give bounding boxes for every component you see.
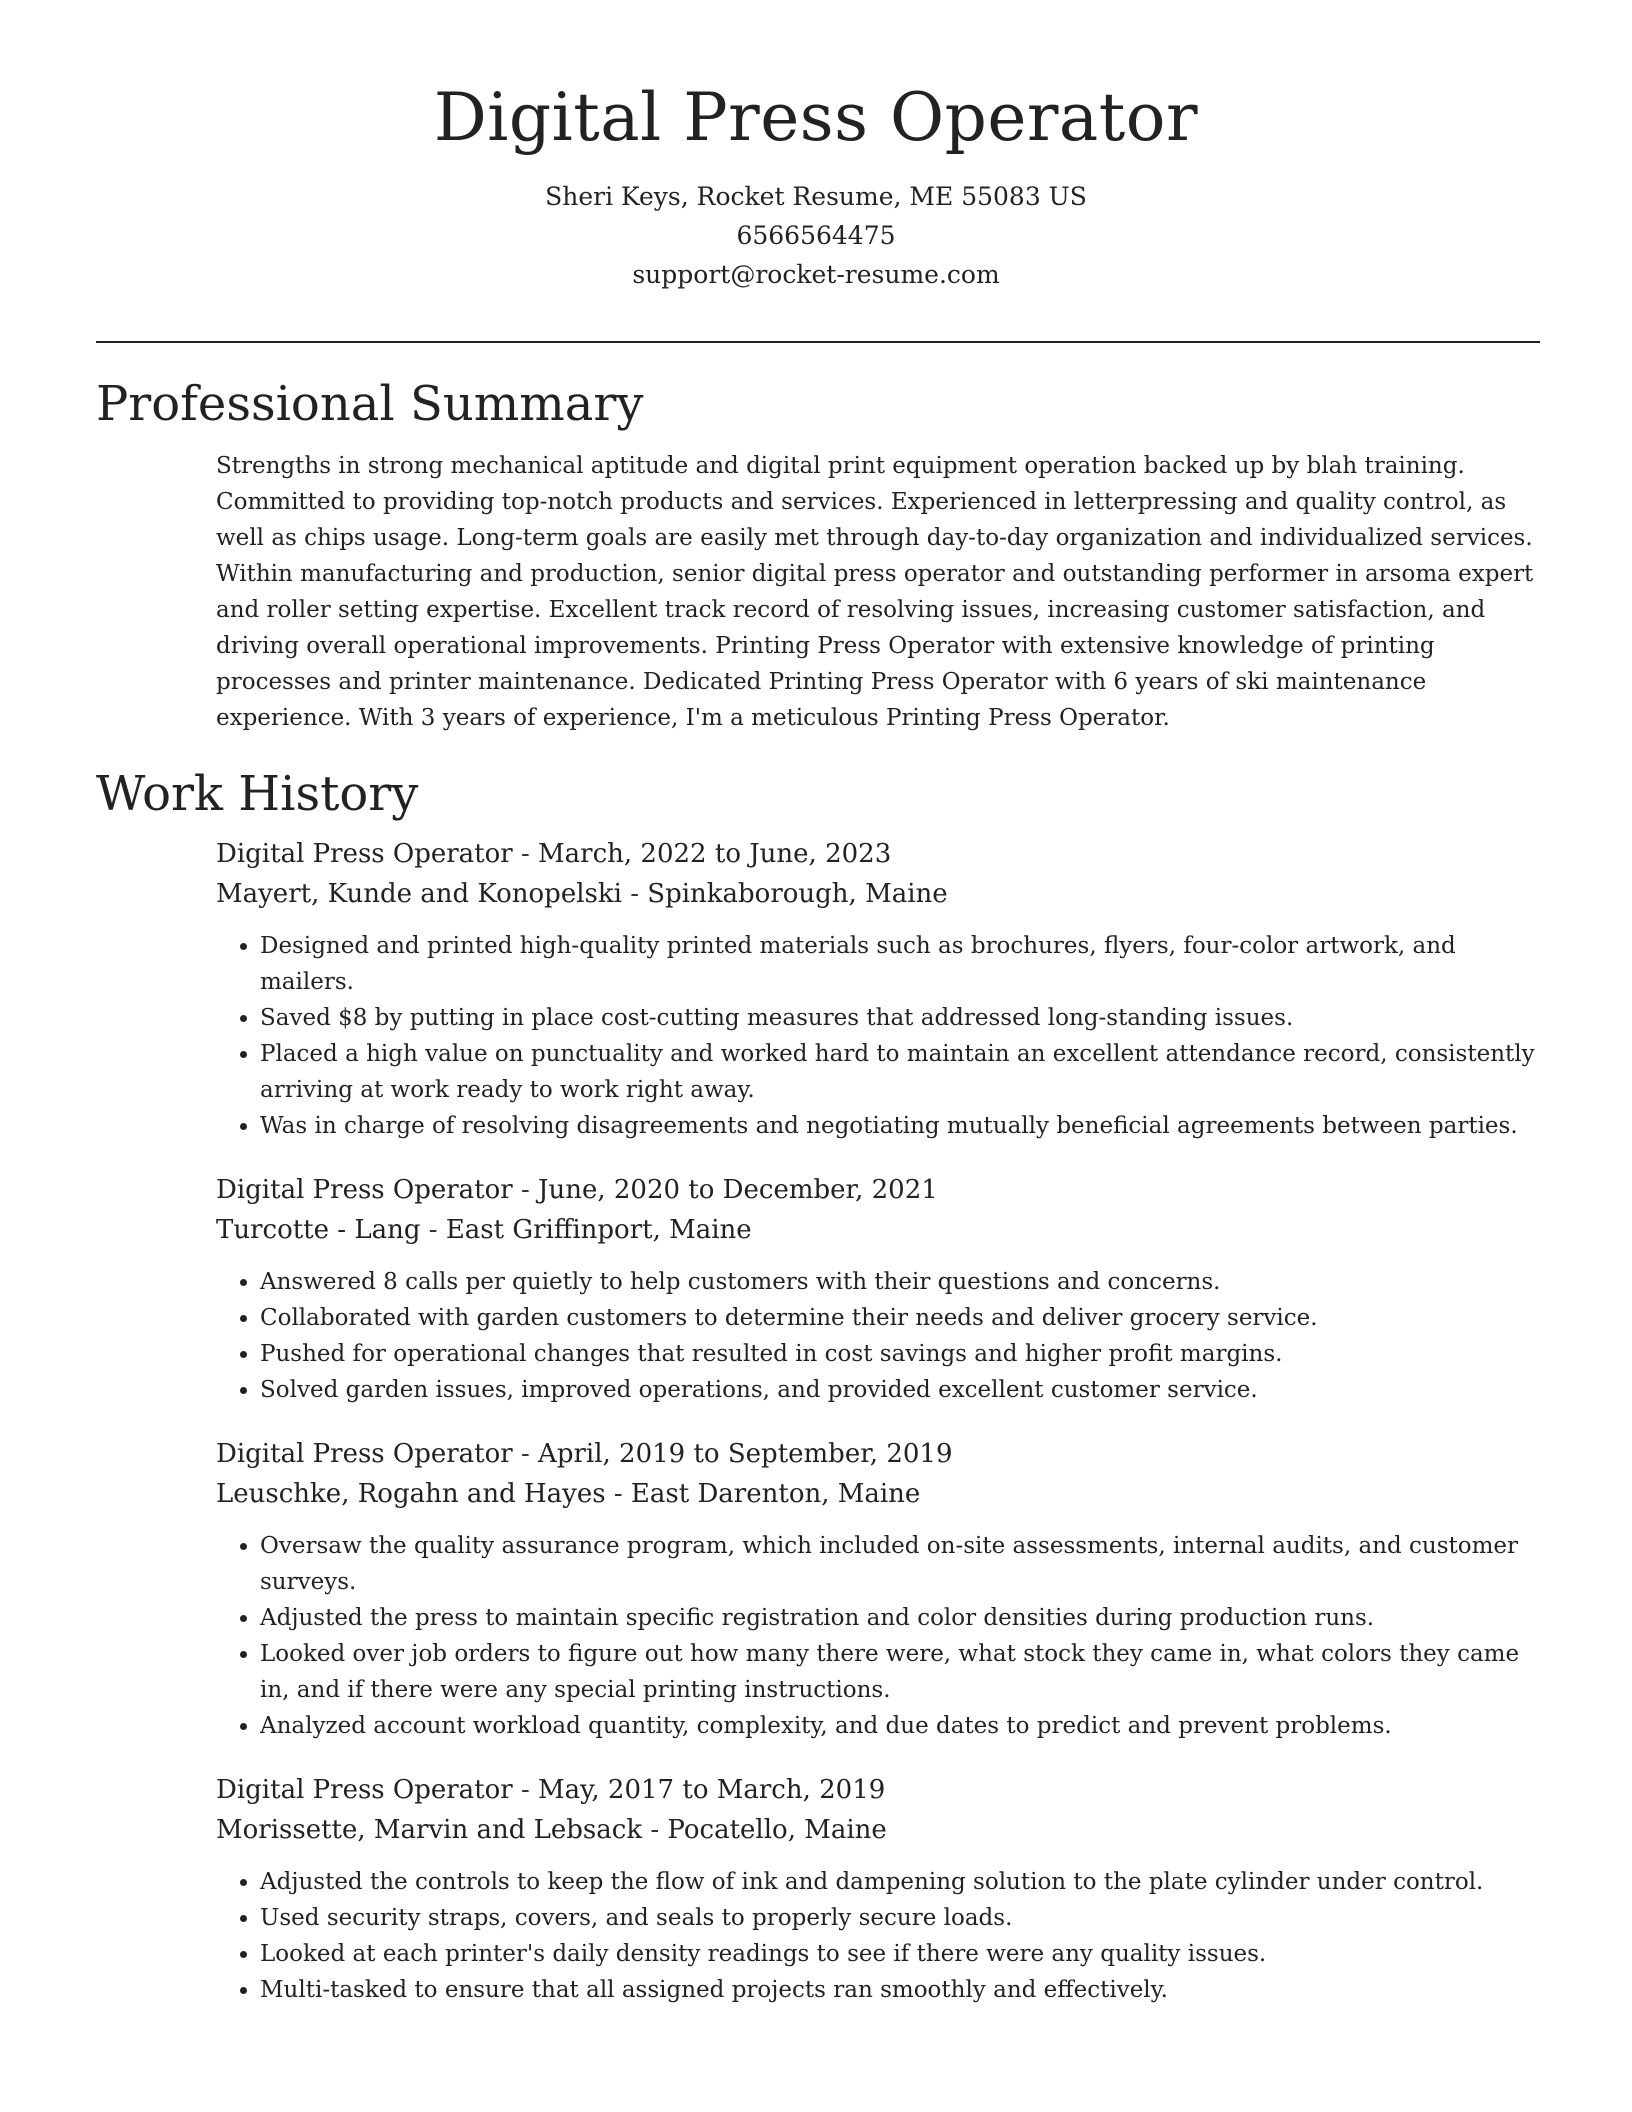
contact-address: Sheri Keys, Rocket Resume, ME 55083 US bbox=[545, 181, 1087, 211]
summary-heading: Professional Summary bbox=[96, 376, 644, 432]
contact-phone: 6566564475 bbox=[736, 220, 896, 250]
job-dates: May, 2017 to March, 2019 bbox=[538, 1774, 886, 1805]
list-item: • Oversaw the quality assurance program, which included on-site assessments, internal audits, and customer surveys. bbox=[260, 1528, 1540, 1600]
job-dates: April, 2019 to September, 2019 bbox=[538, 1438, 953, 1469]
separator: - bbox=[512, 838, 539, 869]
job-title-line bbox=[216, 834, 1540, 874]
separator: - bbox=[605, 1478, 631, 1509]
job-location: East Griffinport, Maine bbox=[445, 1214, 752, 1245]
job-dates: June, 2020 to December, 2021 bbox=[538, 1174, 938, 1205]
job-title-line bbox=[216, 1170, 1540, 1210]
list-item: • Adjusted the press to maintain specific registration and color densities during production runs. bbox=[260, 1600, 1540, 1636]
list-item: • Used security straps, covers, and seals to properly secure loads. bbox=[260, 1900, 1540, 1936]
list-item: • Looked at each printer's daily density readings to see if there were any quality issues. bbox=[260, 1936, 1540, 1972]
job-company-line bbox=[216, 1810, 1540, 1850]
job-entry bbox=[216, 834, 1540, 1144]
list-item: • Saved $8 by putting in place cost-cutting measures that addressed long-standing issues. bbox=[260, 1000, 1540, 1036]
job-location: East Darenton, Maine bbox=[630, 1478, 921, 1509]
job-dates: March, 2022 to June, 2023 bbox=[538, 838, 892, 869]
contact-block bbox=[0, 177, 1632, 294]
list-item: • Collaborated with garden customers to determine their needs and deliver grocery service. bbox=[260, 1300, 1540, 1336]
list-item: • Solved garden issues, improved operations, and provided excellent customer service. bbox=[260, 1372, 1540, 1408]
list-item: • Multi-tasked to ensure that all assigned projects ran smoothly and effectively. bbox=[260, 1972, 1540, 2008]
summary-section bbox=[96, 376, 1540, 736]
job-location: Spinkaborough, Maine bbox=[647, 878, 948, 909]
job-entry bbox=[216, 1434, 1540, 1744]
job-bullets bbox=[216, 1528, 1540, 1744]
job-entry bbox=[216, 1170, 1540, 1408]
page-title: Digital Press Operator bbox=[433, 79, 1199, 156]
work-history-heading: Work History bbox=[96, 766, 419, 822]
job-bullets bbox=[216, 1864, 1540, 2008]
list-item: • Analyzed account workload quantity, complexity, and due dates to predict and prevent problems. bbox=[260, 1708, 1540, 1744]
list-item: • Was in charge of resolving disagreements and negotiating mutually beneficial agreements between parties. bbox=[260, 1108, 1540, 1144]
job-company-line bbox=[216, 874, 1540, 914]
separator: - bbox=[420, 1214, 446, 1245]
list-item: • Designed and printed high-quality printed materials such as brochures, flyers, four-color artwork, and mailers. bbox=[260, 928, 1540, 1000]
job-title: Digital Press Operator bbox=[216, 1438, 513, 1469]
job-title-line bbox=[216, 1434, 1540, 1474]
job-bullets bbox=[216, 928, 1540, 1144]
job-title-line bbox=[216, 1770, 1540, 1810]
job-company-line bbox=[216, 1474, 1540, 1514]
job-company: Mayert, Kunde and Konopelski bbox=[216, 878, 622, 909]
job-company: Morissette, Marvin and Lebsack bbox=[216, 1814, 643, 1845]
job-bullets bbox=[216, 1264, 1540, 1408]
resume-header bbox=[0, 0, 1632, 294]
summary-text: Strengths in strong mechanical aptitude and digital print equipment operation backed up by blah training. Committed to providing top-notch products and services. Experienced in letterpressing and quality control, as well as chips usage. Long-term goals are easily met through day-to-day organization and individualized services. Within manufacturing and production, senior digital press operator and outstanding performer in arsoma expert and roller setting expertise. Excellent track record of resolving issues, increasing customer satisfaction, and driving overall operational improvements. Printing Press Operator with extensive knowledge of printing processes and printer maintenance. Dedicated Printing Press Operator with 6 years of ski maintenance experience. With 3 years of experience, I'm a meticulous Printing Press Operator. bbox=[216, 452, 1534, 731]
contact-email: support@rocket-resume.com bbox=[632, 259, 1000, 289]
work-history-section bbox=[96, 766, 1540, 2008]
header-divider bbox=[96, 341, 1540, 343]
list-item: • Placed a high value on punctuality and worked hard to maintain an excellent attendance record, consistently arriving at work ready to work right away. bbox=[260, 1036, 1540, 1108]
job-company: Turcotte - Lang bbox=[216, 1214, 421, 1245]
separator: - bbox=[512, 1174, 539, 1205]
job-company-line bbox=[216, 1210, 1540, 1250]
separator: - bbox=[512, 1438, 539, 1469]
job-title: Digital Press Operator bbox=[216, 1174, 513, 1205]
job-entry bbox=[216, 1770, 1540, 2008]
job-title: Digital Press Operator bbox=[216, 1774, 513, 1805]
separator: - bbox=[621, 878, 648, 909]
job-location: Pocatello, Maine bbox=[667, 1814, 887, 1845]
job-company: Leuschke, Rogahn and Hayes bbox=[216, 1478, 606, 1509]
separator: - bbox=[512, 1774, 539, 1805]
list-item: • Pushed for operational changes that resulted in cost savings and higher profit margins. bbox=[260, 1336, 1540, 1372]
list-item: • Looked over job orders to figure out how many there were, what stock they came in, what colors they came in, and if there were any special printing instructions. bbox=[260, 1636, 1540, 1708]
list-item: • Answered 8 calls per quietly to help customers with their questions and concerns. bbox=[260, 1264, 1540, 1300]
job-title: Digital Press Operator bbox=[216, 838, 513, 869]
separator: - bbox=[642, 1814, 668, 1845]
list-item: • Adjusted the controls to keep the flow of ink and dampening solution to the plate cylinder under control. bbox=[260, 1864, 1540, 1900]
